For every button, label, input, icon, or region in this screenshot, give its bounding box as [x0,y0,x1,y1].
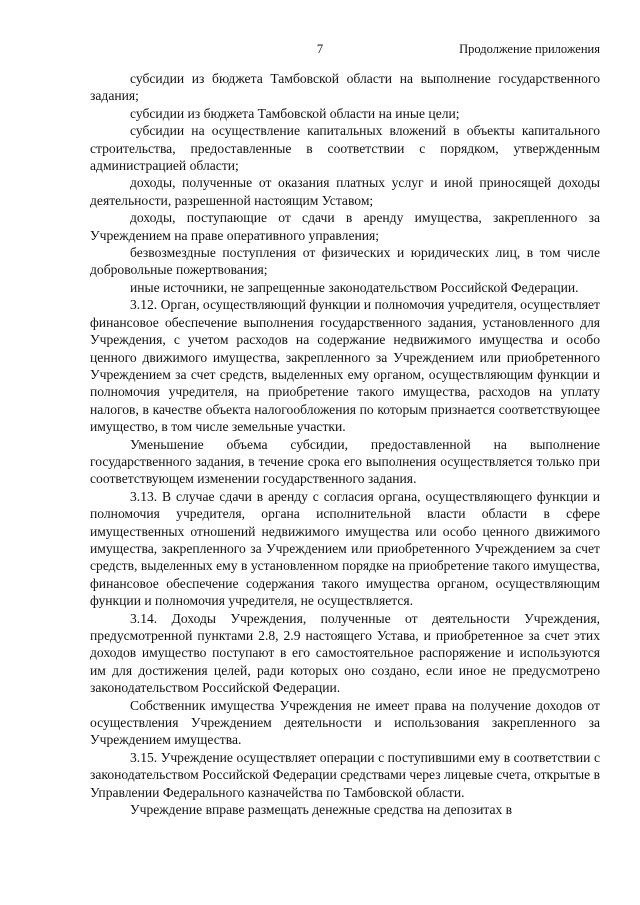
paragraph: 3.13. В случае сдачи в аренду с согласия органа, осуществляющего функции и полномочия учредителя, органа исполнительной власти области в сфере имущественных отношений недвижимого имущества или особо ценного движимого имущества, закрепленного за Учреждением или приобретенного Учреждением за счет средств, выделенных ему в установленном порядке на приобретение такого имущества, финансовое обеспечение содержания такого имущества органом, осуществляющим функции и полномочия учредителя, не осуществляется. [90,488,600,609]
paragraph: Уменьшение объема субсидии, предоставленной на выполнение государственного задания, в течение срока его выполнения осуществляется только при соответствующем изменении государственного задания. [90,436,600,487]
paragraph: доходы, полученные от оказания платных услуг и иной приносящей доходы деятельности, разрешенной настоящим Уставом; [90,175,600,208]
paragraph: 3.12. Орган, осуществляющий функции и полномочия учредителя, осуществляет финансовое обеспечение выполнения государственного задания, установленного для Учреждения, с учетом расходов на содержание недвижимого имущества и особо ценного движимого имущества, закрепленного за Учреждением или приобретенного Учреждением за счет средств, выделенных ему органом, осуществляющим функции и полномочия учредителя, на приобретение такого имущества, расходов на уплату налогов, в качестве объекта налогообложения по которым признается соответствующее имущество, в том числе земельные участки. [90,297,600,435]
paragraph: доходы, поступающие от сдачи в аренду имущества, закрепленного за Учреждением на праве оперативного управления; [90,210,600,243]
paragraph: 3.14. Доходы Учреждения, полученные от деятельности Учреждения, предусмотренной пунктами 2.8, 2.9 настоящего Устава, и приобретенное за счет этих доходов имущество поступают в его самостоятельное распоряжение и используются им для достижения целей, ради которых оно создано, если иное не предусмотрено законодательством Российской Федерации. [90,610,600,696]
paragraph: иные источники, не запрещенные законодательством Российской Федерации. [130,279,579,295]
paragraph: субсидии из бюджета Тамбовской области на выполнение государственного задания; [90,71,600,104]
paragraph: субсидии из бюджета Тамбовской области на иные цели; [130,105,460,121]
page-number: 7 [316,42,324,56]
paragraph: безвозмездные поступления от физических и юридических лиц, в том числе добровольные пожертвования; [90,245,600,278]
paragraph: 3.15. Учреждение осуществляет операции с поступившими ему в соответствии с законодательством Российской Федерации средствами через лицевые счета, открытые в Управлении Федерального казначейства по Тамбовской области. [90,749,600,800]
document-body [90,70,600,818]
paragraph: Собственник имущества Учреждения не имеет права на получение доходов от осуществления Учреждением деятельности и использования закрепленного за Учреждением имущества. [90,697,600,748]
paragraph: субсидии на осуществление капитальных вложений в объекты капитального строительства, предоставленные в соответствии с порядком, утвержденным администрацией области; [90,123,600,174]
continuation-header: Продолжение приложения [459,42,600,56]
paragraph: Учреждение вправе размещать денежные средства на депозитах в [130,802,513,818]
